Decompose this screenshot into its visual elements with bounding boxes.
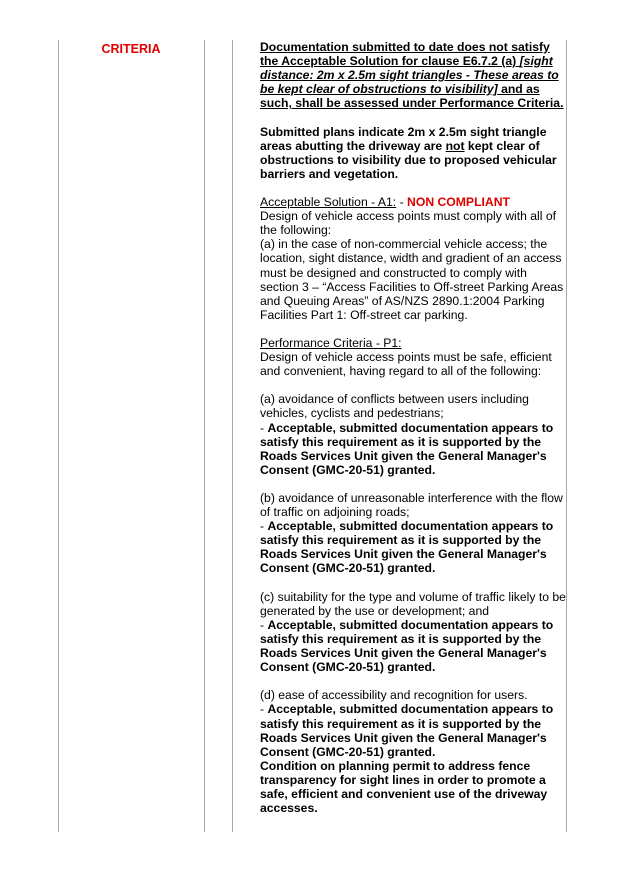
acceptable-solution-title: Acceptable Solution - A1: bbox=[260, 195, 397, 210]
criterion-d-text: (d) ease of accessibility and recognition for users. bbox=[260, 688, 528, 703]
table-border-right bbox=[566, 40, 567, 832]
criterion-a-response: - Acceptable, submitted documentation appears to satisfy this requirement as it is supported by the Roads Services Unit given the General Manager's Consent (GMC-20-51) granted. bbox=[260, 420, 554, 477]
criteria-label-cell bbox=[58, 40, 204, 56]
planning-condition: Condition on planning permit to address fence transparency for sight lines in order to promote a safe, efficient and convenient use of the driveway accesses. bbox=[260, 758, 548, 816]
acceptable-intro: Design of vehicle access points must comply with all of the following: bbox=[260, 209, 557, 238]
heading-text-2: and as such, shall be assessed under Performance Criteria. bbox=[260, 82, 564, 111]
heading-text-1: Documentation submitted to date does not satisfy the Acceptable Solution for clause E6.7.2 (a) bbox=[260, 40, 550, 69]
non-compliant-status: NON COMPLIANT bbox=[407, 195, 510, 210]
table-border-left bbox=[58, 40, 59, 832]
table-border-middle-left bbox=[204, 40, 205, 832]
submitted-paragraph bbox=[260, 125, 566, 181]
assessment-content bbox=[260, 40, 566, 815]
criterion-a-text: (a) avoidance of conflicts between users including vehicles, cyclists and pedestrians; bbox=[260, 392, 529, 421]
submitted-text-1: Submitted plans indicate 2m x 2.5m sight triangle areas abutting the driveway are bbox=[260, 124, 547, 153]
heading-paragraph bbox=[260, 40, 566, 110]
criteria-label: CRITERIA bbox=[101, 42, 161, 56]
criterion-d-response: - Acceptable, submitted documentation appears to satisfy this requirement as it is supported by the Roads Services Unit given the General Manager's Consent (GMC-20-51) granted. bbox=[260, 702, 554, 759]
criterion-b-response: - Acceptable, submitted documentation appears to satisfy this requirement as it is supported by the Roads Services Unit given the General Manager's Consent (GMC-20-51) granted. bbox=[260, 519, 554, 576]
criterion-b-text: (b) avoidance of unreasonable interference with the flow of traffic on adjoining roads; bbox=[260, 491, 563, 520]
performance-intro: Design of vehicle access points must be safe, efficient and convenient, having regard to all of the following: bbox=[260, 350, 552, 379]
acceptable-solution-heading bbox=[260, 195, 566, 209]
submitted-not: not bbox=[445, 138, 465, 153]
acceptable-separator: - bbox=[396, 195, 408, 210]
table-border-middle-right bbox=[232, 40, 233, 832]
submitted-text-2: kept clear of obstructions to visibility due to proposed vehicular barriers and vegetation. bbox=[260, 138, 557, 181]
criterion-c-text: (c) suitability for the type and volume of traffic likely to be generated by the use or development; and bbox=[260, 589, 566, 618]
performance-criteria-title: Performance Criteria - P1: bbox=[260, 335, 402, 350]
heading-italic-clause: [sight distance: 2m x 2.5m sight triangles - These areas to be kept clear of obstructions to visibility] bbox=[260, 54, 559, 97]
acceptable-item-a: (a) in the case of non-commercial vehicle access; the location, sight distance, width and gradient of an access must be designed and constructed to comply with section 3 – “Access Facilities to Off-street Parking Areas and Queuing Areas” of AS/NZS 2890.1:2004 Parking Facilities Part 1: Off-street car parking. bbox=[260, 237, 564, 322]
criterion-c-response: - Acceptable, submitted documentation appears to satisfy this requirement as it is supported by the Roads Services Unit given the General Manager's Consent (GMC-20-51) granted. bbox=[260, 617, 554, 675]
